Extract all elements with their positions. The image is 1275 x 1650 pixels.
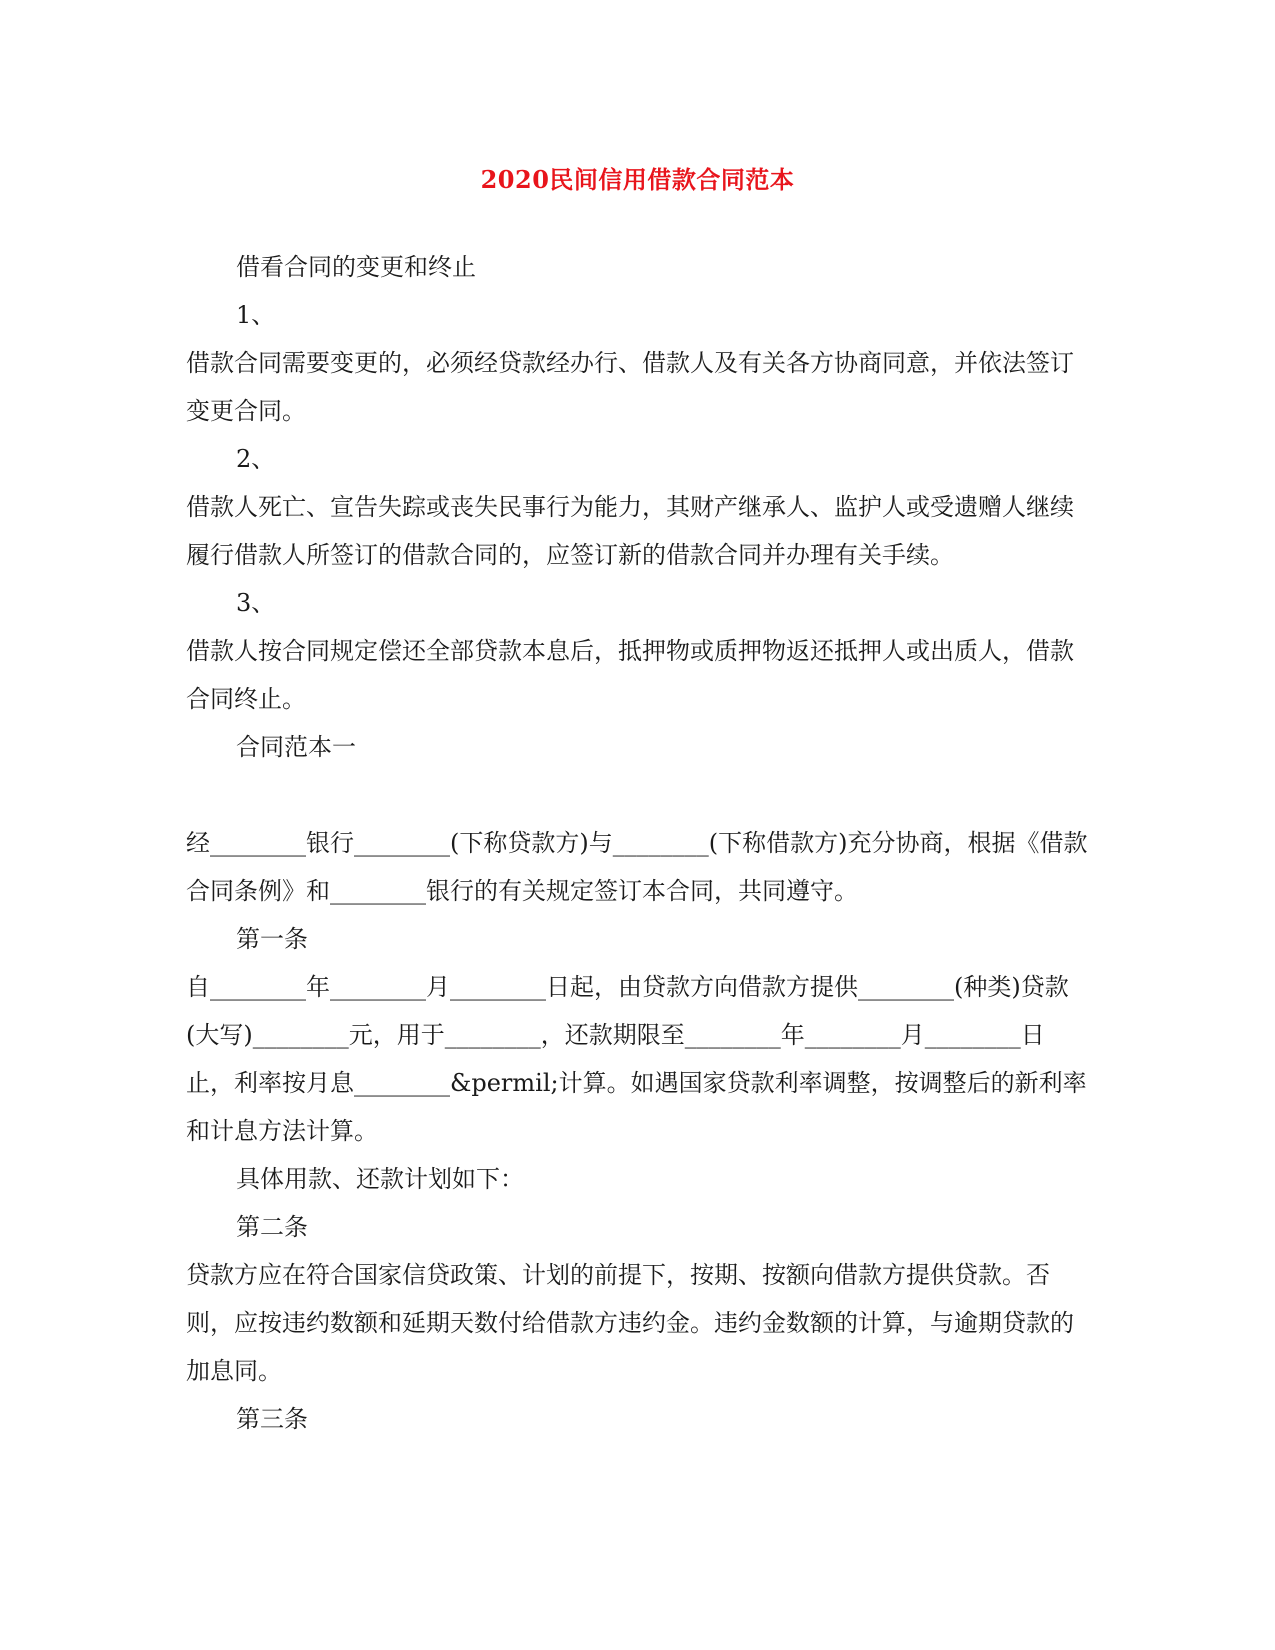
paragraph: 具体用款、还款计划如下： — [236, 1165, 524, 1193]
paragraph: 2、 — [236, 445, 276, 473]
paragraph: 3、 — [236, 589, 276, 617]
paragraph: 合同范本一 — [236, 733, 356, 761]
paragraph-spacer — [186, 771, 1091, 819]
paragraph: 借款人死亡、宣告失踪或丧失民事行为能力，其财产继承人、监护人或受遗赠人继续履行借款人所签订的借款合同的，应签订新的借款合同并办理有关手续。 — [186, 493, 1074, 569]
document-body — [186, 243, 1091, 1443]
paragraph: 经________银行________(下称贷款方)与________(下称借款方)充分协商，根据《借款合同条例》和________银行的有关规定签订本合同，共同遵守。 — [186, 829, 1088, 905]
paragraph: 贷款方应在符合国家信贷政策、计划的前提下，按期、按额向借款方提供贷款。否则，应按违约数额和延期天数付给借款方违约金。违约金数额的计算，与逾期贷款的加息同。 — [186, 1261, 1074, 1385]
paragraph: 第二条 — [236, 1213, 308, 1241]
paragraph: 借款合同需要变更的，必须经贷款经办行、借款人及有关各方协商同意，并依法签订变更合同。 — [186, 349, 1074, 425]
paragraph: 借看合同的变更和终止 — [236, 253, 476, 281]
paragraph: 1、 — [236, 301, 276, 329]
paragraph: 第三条 — [236, 1405, 308, 1433]
paragraph: 自________年________月________日起，由贷款方向借款方提供________(种类)贷款(大写)________元，用于________，还款期限至________年________月________日止，利率按月息________&permil;计算。如遇国家贷款利率调整，按调整后的新利率和计息方法计算。 — [186, 973, 1087, 1145]
document-title: 2020民间信用借款合同范本 — [480, 165, 795, 194]
paragraph: 第一条 — [236, 925, 308, 953]
paragraph: 借款人按合同规定偿还全部贷款本息后，抵押物或质押物返还抵押人或出质人，借款合同终止。 — [186, 637, 1074, 713]
